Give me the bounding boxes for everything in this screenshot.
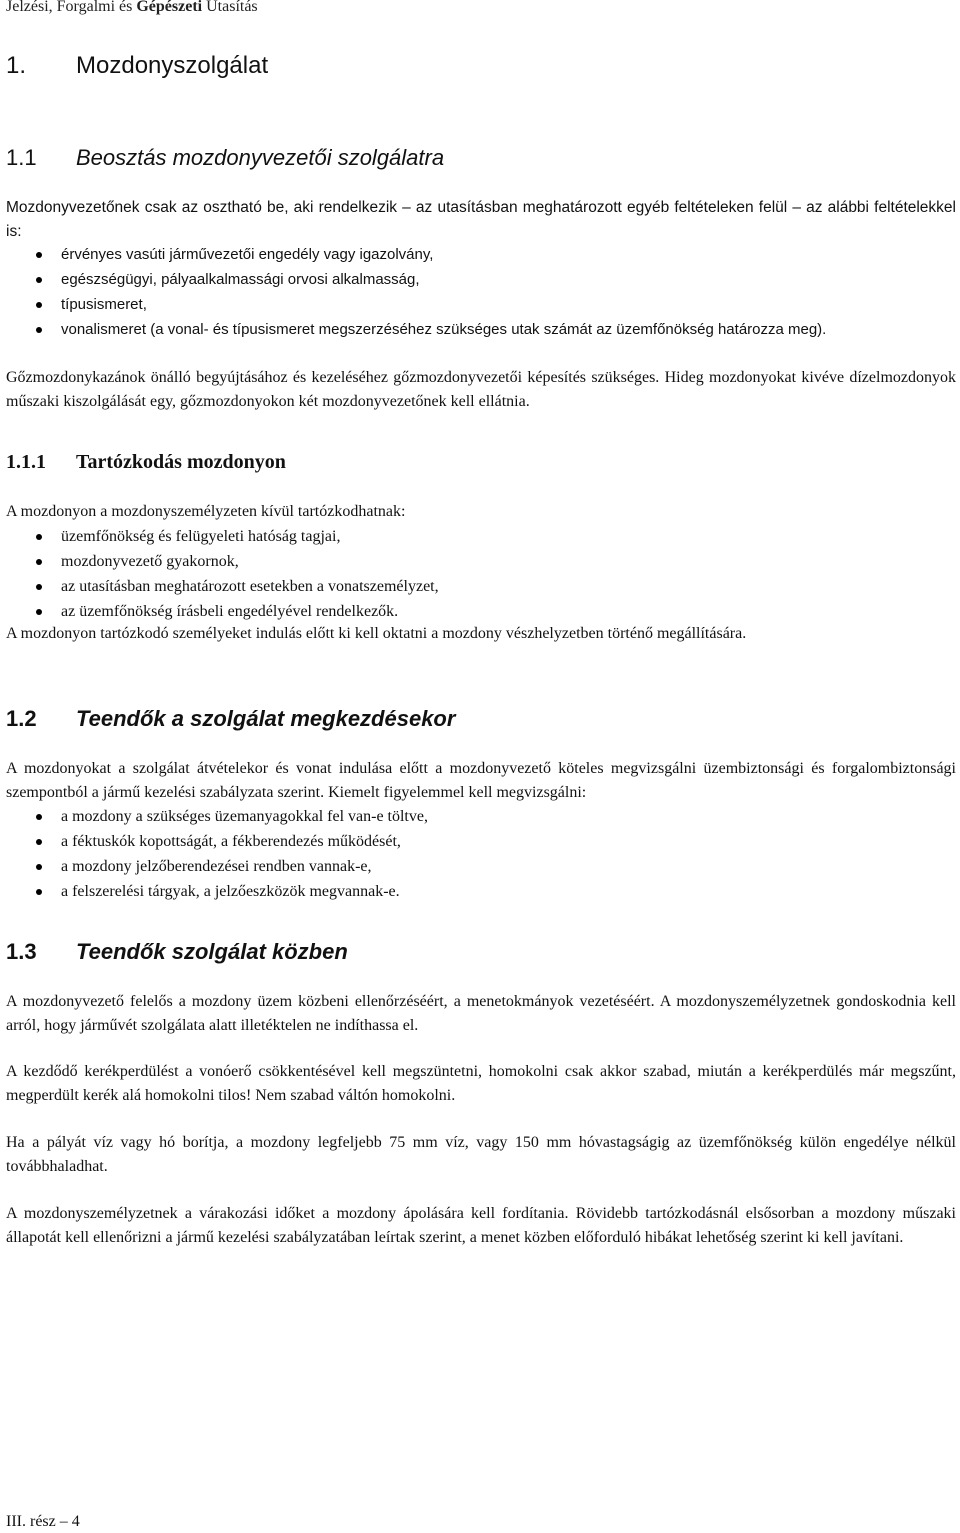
section-1-1-1-closing: A mozdonyon tartózkodó személyeket indulás előtt ki kell oktatni a mozdony vészhelyzetben történő megállítására. xyxy=(6,625,747,642)
requirements-list xyxy=(6,243,956,343)
section-1-2-intro: A mozdonyokat a szolgálat átvételekor és vonat indulása előtt a mozdonyvezető köteles megvizsgálni üzembiztonsági és forgalombiztonsági szempontból a jármű kezelési szabályzata szerint. Kiemelt figyelemmel kell megvizsgálni: xyxy=(6,760,956,801)
list-item: vonalismeret (a vonal- és típusismeret megszerzéséhez szükséges utak számát az üzemfőnökség határozza meg). xyxy=(6,318,956,343)
header-bold: Gépészeti xyxy=(136,0,203,15)
section-1-2-heading xyxy=(6,706,455,732)
list-item: a mozdony a szükséges üzemanyagokkal fel van-e töltve, xyxy=(6,805,956,830)
section-title: Tartózkodás mozdonyon xyxy=(76,451,286,473)
list-item: egészségügyi, pályaalkalmassági orvosi alkalmasság, xyxy=(6,268,956,293)
page-footer: III. rész – 4 xyxy=(6,1513,80,1530)
section-1-1-1-intro: A mozdonyon a mozdonyszemélyzeten kívül tartózkodhatnak: xyxy=(6,503,406,520)
list-item: a mozdony jelzőberendezései rendben vannak-e, xyxy=(6,855,956,880)
header-suffix: Utasítás xyxy=(202,0,258,15)
list-item: típusismeret, xyxy=(6,293,956,318)
section-1-3-paragraph-3: Ha a pályát víz vagy hó borítja, a mozdony legfeljebb 75 mm víz, vagy 150 mm hóvastagságig az üzemfőnökség külön engedélye nélkül továbbhaladhat. xyxy=(6,1134,956,1175)
section-1-1-paragraph: Gőzmozdonykazánok önálló begyújtásához és kezeléséhez gőzmozdonyvezetői képesítés szükséges. Hideg mozdonyokat kivéve dízelmozdonyok műszaki kiszolgálását egy, gőzmozdonyokon két mozdonyvezetőnek kell ellátnia. xyxy=(6,369,956,410)
section-1-3-paragraph-2: A kezdődő kerékperdülést a vonóerő csökkentésével kell megszüntetni, homokolni csak akkor szabad, miután a kerékperdülés már megszűnt, megperdült kerék alá homokolni tilos! Nem szabad váltón homokolni. xyxy=(6,1063,956,1104)
inspection-list xyxy=(6,805,956,905)
list-item: a felszerelési tárgyak, a jelzőeszközök megvannak-e. xyxy=(6,880,956,905)
section-number: 1.3 xyxy=(6,939,37,964)
section-1-3-paragraph-4: A mozdonyszemélyzetnek a várakozási időket a mozdony ápolására kell fordítania. Rövidebb tartózkodásnál elsősorban a mozdony műszaki állapotát kell ellenőrizni a jármű kezelési szabályzatában leírtak szerint, a menet közben előforduló hibákat lehetőség szerint ki kell javítani. xyxy=(6,1205,956,1246)
section-title: Teendők a szolgálat megkezdésekor xyxy=(76,706,456,731)
section-title: Teendők szolgálat közben xyxy=(76,939,348,964)
list-item: érvényes vasúti járművezetői engedély vagy igazolvány, xyxy=(6,243,956,268)
section-1-1-heading xyxy=(6,145,444,171)
list-item: az üzemfőnökség írásbeli engedélyével rendelkezők. xyxy=(6,600,956,625)
list-item: üzemfőnökség és felügyeleti hatóság tagjai, xyxy=(6,525,956,550)
section-1-1-1-heading xyxy=(6,451,286,474)
running-header xyxy=(6,0,258,16)
list-item: a féktuskók kopottságát, a fékberendezés működését, xyxy=(6,830,956,855)
section-number: 1.1.1 xyxy=(6,451,46,473)
section-title: Beosztás mozdonyvezetői szolgálatra xyxy=(76,145,445,170)
header-prefix: Jelzési, Forgalmi és xyxy=(6,0,137,15)
permitted-persons-list xyxy=(6,525,956,625)
section-number: 1.2 xyxy=(6,706,37,731)
list-item: az utasításban meghatározott esetekben a vonatszemélyzet, xyxy=(6,575,956,600)
section-number: 1.1 xyxy=(6,145,37,170)
chapter-number: 1. xyxy=(6,52,27,79)
list-item: mozdonyvezető gyakornok, xyxy=(6,550,956,575)
section-1-1-intro: Mozdonyvezetőnek csak az osztható be, aki rendelkezik – az utasításban meghatározott egyéb feltételeken felül – az alábbi feltételekkel is: xyxy=(6,199,956,240)
section-1-3-paragraph-1: A mozdonyvezető felelős a mozdony üzem közbeni ellenőrzéséért, a menetokmányok vezetéséért. A mozdonyszemélyzetnek gondoskodnia kell arról, hogy járművét szolgálata alatt illetéktelen ne indíthassa el. xyxy=(6,993,956,1034)
section-1-3-heading xyxy=(6,939,348,965)
chapter-heading xyxy=(6,52,268,80)
chapter-title: Mozdonyszolgálat xyxy=(76,52,269,79)
